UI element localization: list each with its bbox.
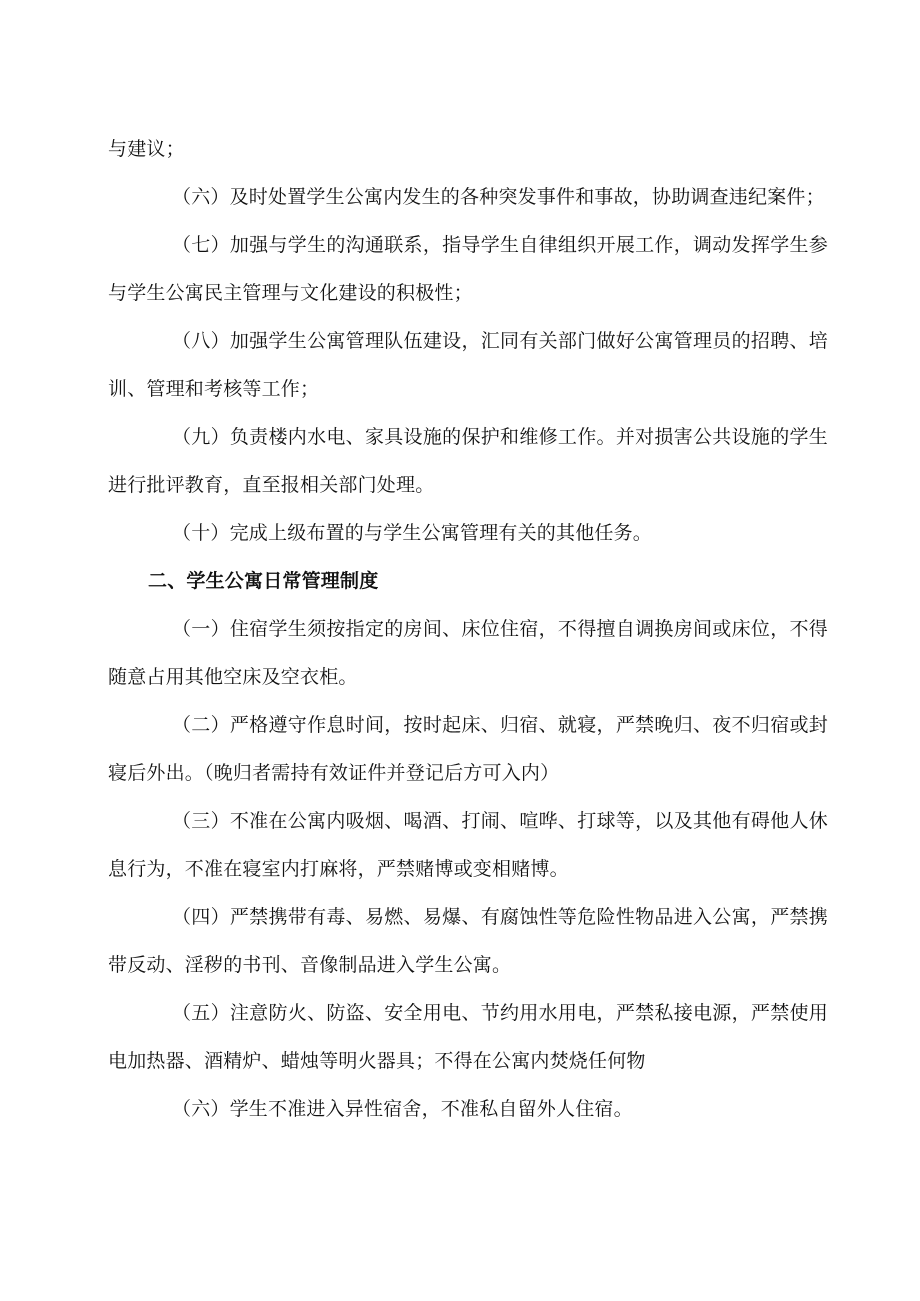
paragraph-continuation: 与建议；	[108, 138, 185, 160]
paragraph-rule-2: （二）严格遵守作息时间，按时起床、归宿、就寝，严禁晚归、夜不归宿或封寝后外出。（晚归者需持有效证件并登记后方可入内）	[108, 714, 828, 784]
paragraph-rule-6: （六）学生不准进入异性宿舍，不准私自留外人住宿。	[172, 1098, 633, 1120]
paragraph-duty-10: （十）完成上级布置的与学生公寓管理有关的其他任务。	[172, 522, 653, 544]
paragraph-rule-4: （四）严禁携带有毒、易燃、易爆、有腐蚀性等危险性物品进入公寓，严禁携带反动、淫秽的书刊、音像制品进入学生公寓。	[108, 906, 828, 976]
paragraph-duty-6: （六）及时处置学生公寓内发生的各种突发事件和事故，协助调查违纪案件；	[172, 186, 825, 208]
paragraph-duty-8: （八）加强学生公寓管理队伍建设，汇同有关部门做好公寓管理员的招聘、培训、管理和考核等工作；	[108, 330, 828, 400]
paragraph-rule-3: （三）不准在公寓内吸烟、喝酒、打闹、喧哗、打球等，以及其他有碍他人休息行为，不准在寝室内打麻将，严禁赌博或变相赌博。	[108, 810, 828, 880]
paragraph-duty-9: （九）负责楼内水电、家具设施的保护和维修工作。并对损害公共设施的学生进行批评教育，直至报相关部门处理。	[108, 426, 828, 496]
paragraph-rule-1: （一）住宿学生须按指定的房间、床位住宿，不得擅自调换房间或床位，不得随意占用其他空床及空衣柜。	[108, 618, 828, 688]
paragraph-rule-5: （五）注意防火、防盗、安全用电、节约用水用电，严禁私接电源，严禁使用电加热器、酒精炉、蜡烛等明火器具；不得在公寓内焚烧任何物	[108, 1002, 828, 1072]
document-body	[108, 125, 828, 1133]
paragraph-duty-7: （七）加强与学生的沟通联系，指导学生自律组织开展工作，调动发挥学生参与学生公寓民主管理与文化建设的积极性；	[108, 234, 828, 304]
section-heading: 二、学生公寓日常管理制度	[148, 570, 379, 592]
